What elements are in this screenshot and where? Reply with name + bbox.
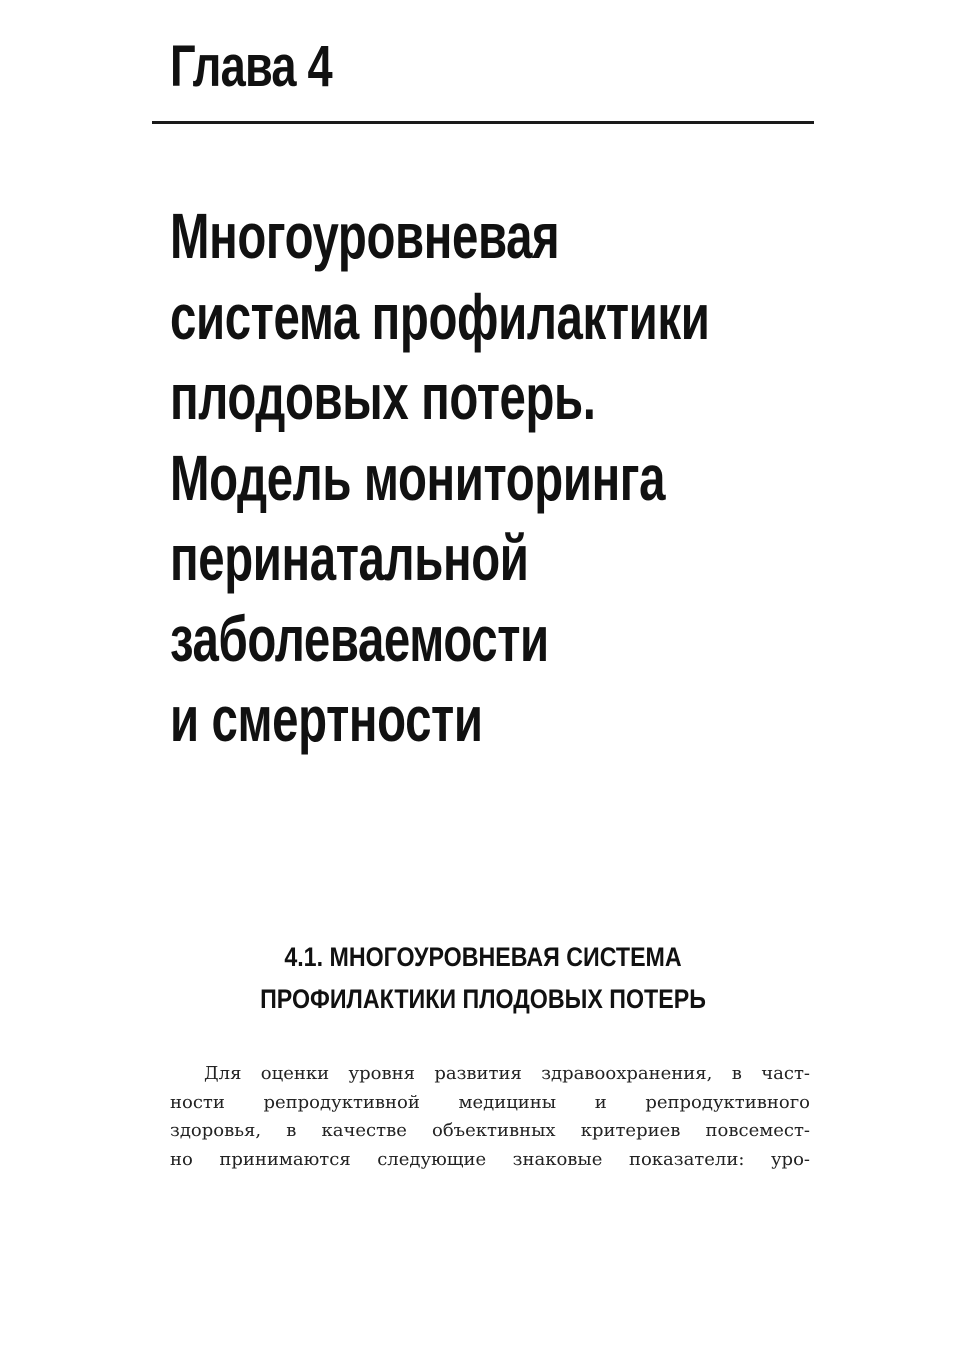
section-heading <box>152 936 814 1020</box>
body-text-line: Для оценки уровня развития здравоохранения, в част- <box>204 1063 810 1084</box>
chapter-title-line: система профилактики <box>170 280 710 353</box>
body-text-line: но принимаются следующие знаковые показатели: уро- <box>170 1148 810 1170</box>
section-heading-line: ПРОФИЛАКТИКИ ПЛОДОВЫХ ПОТЕРЬ <box>260 984 706 1014</box>
chapter-title-line: плодовых потерь. <box>170 361 596 433</box>
chapter-divider <box>152 121 814 124</box>
chapter-title <box>170 196 709 760</box>
body-text-line: здоровья, в качестве объективных критериев повсемест- <box>170 1120 810 1141</box>
chapter-title-line: Многоуровневая <box>170 200 560 272</box>
body-text-line: ности репродуктивной медицины и репродуктивного <box>170 1091 810 1113</box>
chapter-title-line: Модель мониторинга <box>170 441 666 514</box>
chapter-title-line: и смертности <box>170 683 483 755</box>
chapter-label: Глава 4 <box>170 34 332 99</box>
section-heading-line: 4.1. МНОГОУРОВНЕВАЯ СИСТЕМА <box>284 942 682 972</box>
chapter-title-line: заболеваемости <box>170 602 549 675</box>
body-paragraph <box>170 1060 810 1174</box>
chapter-title-line: перинатальной <box>170 522 529 594</box>
